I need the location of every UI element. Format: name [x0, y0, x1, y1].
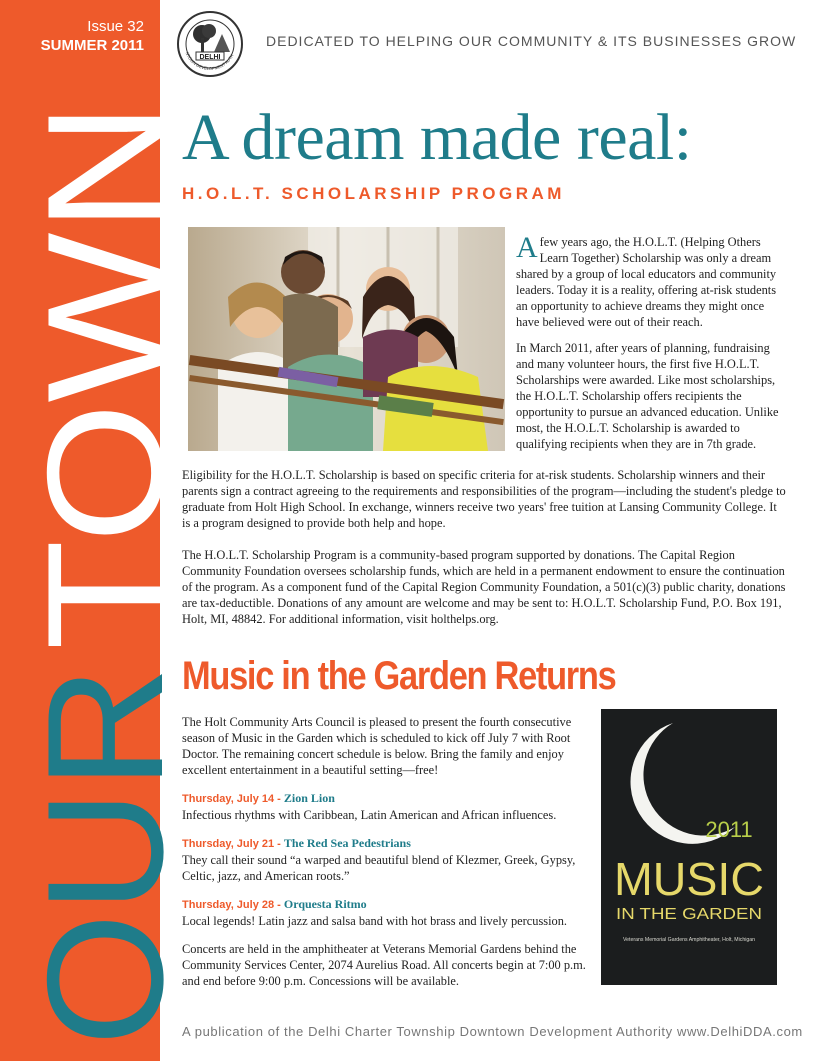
- article-paragraph-1: Afew years ago, the H.O.L.T. (Helping Others Learn Together) Scholarship was only a dream shared by a group of local educators and community leaders. Today it is a reality, offering at-risk students an opportunity to achieve dreams they might once have believed were out of their reach.: [516, 231, 777, 329]
- concert-desc: Infectious rhythms with Caribbean, Latin American and African influences.: [182, 808, 557, 822]
- concert-item: [182, 790, 594, 823]
- concert-band: Zion Lion: [283, 791, 335, 805]
- article-intro-column: [516, 231, 788, 462]
- article-paragraph-4: The H.O.L.T. Scholarship Program is a community-based program supported by donations. The Capital Region Community Foundation oversees scholarship funds, which are held in a permanent endowment to ensure the continuation of the program. As a component fund of the Capital Region Community Foundation, a 501(c)(3) public charity, donations are tax-deductible. Donations of any amount are welcome and may be sent to: H.O.L.T. Scholarship Fund, P.O. Box 191, Holt, MI, 48842. For additional information, visit holthelps.org.: [182, 548, 786, 626]
- concert-band: The Red Sea Pedestrians: [283, 836, 411, 850]
- article-headline: A dream made real:: [182, 101, 692, 174]
- masthead-sidebar: [0, 0, 197, 1061]
- poster-year: 2011: [705, 817, 753, 842]
- article-paragraph-2: In March 2011, after years of planning, fundraising and many volunteer hours, the first five H.O.L.T. Scholarships were awarded. Like most scholarships, the H.O.L.T. Scholarship offers recipients the opportunity to pursue an advanced education. Unlike most, the H.O.L.T. Scholarship is awarded to qualifying recipients when they are in 7th grade.: [516, 341, 779, 451]
- concert-band: Orquesta Ritmo: [283, 897, 367, 911]
- students-photo-icon: [188, 227, 505, 451]
- concert-date: Thursday, July 28 -: [182, 899, 284, 911]
- concert-item: [182, 835, 594, 884]
- music-closing: Concerts are held in the amphitheater at Veterans Memorial Gardens behind the Community Services Center, 2074 Aurelius Road. All concerts begin at 7:00 p.m. and end before 9:00 p.m. Concessions will be available.: [182, 942, 586, 988]
- masthead-title: [0, 0, 197, 1061]
- issue-season: SUMMER 2011: [40, 37, 144, 54]
- article-paragraph-3: Eligibility for the H.O.L.T. Scholarship is based on specific criteria for at-risk students. Scholarship winners and their parents sign a contract agreeing to the requirements and responsibilities of the program—including the student's pledge to graduate from Holt High School. In exchange, winners receive two years' free tuition at Lansing Community College. It is a program designed to provide both help and hope.: [182, 468, 786, 530]
- concert-date: Thursday, July 14 -: [182, 793, 284, 805]
- logo-ring-text: NTOWN DEVELOPMENT AUTH: [184, 51, 235, 72]
- music-intro: The Holt Community Arts Council is pleased to present the fourth consecutive season of Music in the Garden which is scheduled to kick off July 7 with Root Doctor. The remaining concert schedule is below. Bring the family and enjoy excellent entertainment in a beautiful setting—free!: [182, 715, 572, 777]
- poster-word: MUSIC: [614, 853, 764, 905]
- footer-credit: A publication of the Delhi Charter Township Downtown Development Authority www.DelhiDDA.com: [182, 1024, 803, 1039]
- issue-number: Issue 32: [87, 18, 144, 35]
- concert-date: Thursday, July 21 -: [182, 838, 284, 850]
- concert-item: [182, 896, 594, 929]
- music-headline: Music in the Garden Returns: [182, 654, 616, 698]
- masthead-title-town: TOWN: [13, 148, 197, 650]
- masthead-title-our: OUR: [13, 679, 197, 1046]
- concert-desc: They call their sound “a warped and beautiful blend of Klezmer, Greek, Gypsy, Celtic, jazz, and American roots.”: [182, 853, 576, 883]
- poster-sub: IN THE GARDEN: [616, 906, 762, 923]
- music-column: [182, 714, 594, 1001]
- logo-text: DELHI: [199, 54, 221, 61]
- article-subhead: H.O.L.T. SCHOLARSHIP PROGRAM: [182, 184, 565, 203]
- dropcap: A: [516, 231, 538, 264]
- delhi-dda-logo-icon: [176, 10, 244, 78]
- concert-desc: Local legends! Latin jazz and salsa band with hot brass and lively percussion.: [182, 914, 568, 928]
- tagline: DEDICATED TO HELPING OUR COMMUNITY & ITS BUSINESSES GROW: [266, 33, 797, 49]
- music-in-the-garden-poster: [601, 709, 777, 985]
- poster-small: Veterans Memorial Gardens Amphitheater, Holt, Michigan: [622, 937, 756, 943]
